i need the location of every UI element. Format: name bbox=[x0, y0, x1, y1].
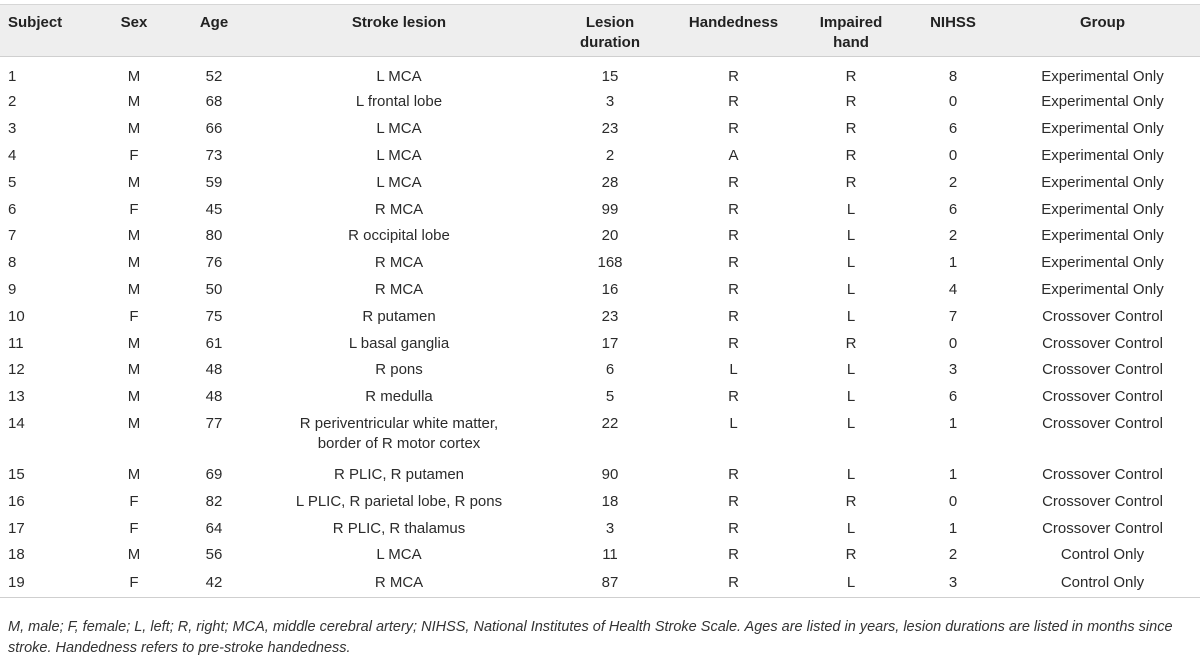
cell-handedness: R bbox=[728, 280, 739, 298]
cell-subject: 18 bbox=[8, 546, 25, 564]
cell-lesion-duration: 2 bbox=[605, 146, 615, 164]
cell-handedness: R bbox=[728, 307, 739, 325]
cell-sex: M bbox=[127, 388, 141, 406]
cell-sex: F bbox=[129, 200, 139, 218]
cell-stroke-lesion: L basal ganglia bbox=[348, 334, 450, 352]
cell-nihss: 4 bbox=[948, 280, 958, 298]
column-header-age: Age bbox=[184, 5, 244, 57]
table-row bbox=[0, 89, 1200, 116]
cell-stroke-lesion: R occipital lobe bbox=[348, 227, 450, 245]
cell-subject: 17 bbox=[8, 519, 25, 537]
cell-impaired-hand: L bbox=[801, 569, 901, 598]
cell-handedness: R bbox=[728, 120, 739, 138]
cell-age: 64 bbox=[205, 519, 223, 537]
cell-impaired-hand: L bbox=[846, 200, 856, 218]
cell-impaired-hand: L bbox=[846, 361, 856, 379]
cell-age: 42 bbox=[184, 569, 244, 598]
cell-nihss: 1 bbox=[948, 465, 958, 483]
cell-lesion-duration: 6 bbox=[605, 361, 615, 379]
cell-stroke-lesion: R MCA bbox=[244, 569, 554, 598]
cell-handedness: R bbox=[728, 93, 739, 111]
cell-impaired-hand: L bbox=[846, 519, 856, 537]
table-body bbox=[0, 57, 1200, 598]
cell-nihss: 2 bbox=[948, 227, 958, 245]
cell-nihss: 3 bbox=[948, 361, 958, 379]
cell-group: Experimental Only bbox=[1041, 173, 1164, 191]
cell-group: Experimental Only bbox=[1041, 254, 1164, 272]
cell-age: 59 bbox=[205, 173, 223, 191]
cell-subject: 16 bbox=[8, 492, 25, 510]
cell-subject: 13 bbox=[8, 388, 25, 406]
cell-nihss: 2 bbox=[948, 173, 958, 191]
cell-handedness: A bbox=[728, 146, 739, 164]
cell-group: Crossover Control bbox=[1042, 361, 1163, 379]
cell-stroke-lesion: R MCA bbox=[374, 254, 424, 272]
cell-subject: 7 bbox=[8, 227, 17, 245]
cell-sex: F bbox=[129, 307, 139, 325]
cell-impaired-hand: L bbox=[846, 307, 856, 325]
cell-nihss: 1 bbox=[948, 519, 958, 537]
cell-nihss: 8 bbox=[948, 68, 958, 85]
cell-nihss: 0 bbox=[948, 492, 958, 510]
column-header-subject: Subject bbox=[0, 5, 84, 57]
cell-impaired-hand: R bbox=[845, 334, 857, 352]
table-row bbox=[0, 57, 1200, 90]
cell-nihss: 2 bbox=[948, 546, 958, 564]
cell-age: 66 bbox=[205, 120, 223, 138]
column-header-sex: Sex bbox=[84, 5, 184, 57]
cell-stroke-lesion: L PLIC, R parietal lobe, R pons bbox=[295, 492, 503, 510]
cell-nihss: 1 bbox=[948, 414, 958, 432]
cell-impaired-hand: R bbox=[845, 146, 857, 164]
cell-impaired-hand: R bbox=[845, 68, 857, 85]
cell-age: 73 bbox=[205, 146, 223, 164]
cell-stroke-lesion: L MCA bbox=[376, 120, 422, 138]
cell-subject: 12 bbox=[8, 361, 25, 379]
table-row bbox=[0, 488, 1200, 515]
cell-lesion-duration: 5 bbox=[605, 388, 615, 406]
table-row bbox=[0, 542, 1200, 569]
cell-lesion-duration: 3 bbox=[605, 93, 615, 111]
table-footnote: M, male; F, female; L, left; R, right; MCA, middle cerebral artery; NIHSS, National Institutes of Health Stroke Scale. Ages are listed in years, lesion durations are listed in months since stroke. Handedness refers to pre-stroke handedness. bbox=[8, 619, 1173, 656]
cell-group: Crossover Control bbox=[1042, 465, 1163, 483]
cell-handedness: R bbox=[728, 465, 739, 483]
cell-group: Crossover Control bbox=[1042, 307, 1163, 325]
cell-subject: 6 bbox=[8, 200, 17, 218]
cell-group: Control Only bbox=[1005, 569, 1200, 598]
cell-stroke-lesion: L MCA bbox=[376, 146, 422, 164]
cell-stroke-lesion: R PLIC, R thalamus bbox=[332, 519, 466, 537]
column-header-nihss: NIHSS bbox=[901, 5, 1005, 57]
cell-stroke-lesion: R PLIC, R putamen bbox=[333, 465, 465, 483]
cell-subject: 15 bbox=[8, 465, 25, 483]
cell-stroke-lesion: R periventricular white matter, border of R motor cortex bbox=[299, 414, 499, 452]
cell-nihss: 1 bbox=[948, 254, 958, 272]
cell-lesion-duration: 22 bbox=[601, 414, 619, 432]
cell-sex: M bbox=[127, 120, 141, 138]
cell-group: Control Only bbox=[1060, 546, 1145, 564]
cell-sex: M bbox=[127, 227, 141, 245]
table-row bbox=[0, 277, 1200, 304]
cell-handedness: L bbox=[729, 361, 738, 379]
cell-lesion-duration: 3 bbox=[605, 519, 615, 537]
cell-group: Experimental Only bbox=[1041, 120, 1164, 138]
table-row bbox=[0, 143, 1200, 170]
cell-impaired-hand: L bbox=[846, 227, 856, 245]
table-row bbox=[0, 196, 1200, 223]
table-row bbox=[0, 223, 1200, 250]
cell-handedness: L bbox=[729, 414, 738, 432]
cell-impaired-hand: R bbox=[845, 492, 857, 510]
cell-group: Experimental Only bbox=[1041, 280, 1164, 298]
cell-handedness: R bbox=[728, 173, 739, 191]
cell-impaired-hand: L bbox=[846, 388, 856, 406]
cell-impaired-hand: L bbox=[846, 465, 856, 483]
cell-sex: M bbox=[127, 173, 141, 191]
column-header-lesion-duration: Lesion duration bbox=[554, 5, 666, 57]
column-header-stroke-lesion: Stroke lesion bbox=[244, 5, 554, 57]
cell-lesion-duration: 90 bbox=[601, 465, 619, 483]
table-row bbox=[0, 515, 1200, 542]
cell-lesion-duration: 18 bbox=[601, 492, 619, 510]
cell-handedness: R bbox=[728, 519, 739, 537]
table-row bbox=[0, 116, 1200, 143]
cell-nihss: 0 bbox=[948, 93, 958, 111]
column-header-impaired-hand: Impaired hand bbox=[801, 5, 901, 57]
cell-handedness: R bbox=[728, 546, 739, 564]
table-row bbox=[0, 462, 1200, 489]
cell-group: Experimental Only bbox=[1041, 93, 1164, 111]
cell-nihss: 6 bbox=[948, 200, 958, 218]
column-header-handedness: Handedness bbox=[666, 5, 801, 57]
cell-lesion-duration: 168 bbox=[597, 254, 623, 272]
cell-sex: M bbox=[127, 334, 141, 352]
cell-stroke-lesion: R pons bbox=[375, 361, 423, 379]
cell-subject: 1 bbox=[8, 68, 17, 85]
cell-lesion-duration: 20 bbox=[601, 227, 619, 245]
cell-handedness: R bbox=[728, 334, 739, 352]
cell-age: 48 bbox=[205, 361, 223, 379]
cell-stroke-lesion: R MCA bbox=[374, 200, 424, 218]
cell-age: 77 bbox=[205, 414, 223, 432]
cell-lesion-duration: 23 bbox=[601, 307, 619, 325]
cell-impaired-hand: L bbox=[846, 254, 856, 272]
cell-stroke-lesion: L MCA bbox=[376, 546, 422, 564]
cell-handedness: R bbox=[728, 492, 739, 510]
cell-subject: 11 bbox=[8, 334, 24, 352]
cell-nihss: 6 bbox=[948, 120, 958, 138]
cell-sex: M bbox=[127, 93, 141, 111]
cell-impaired-hand: L bbox=[846, 280, 856, 298]
cell-sex: M bbox=[127, 546, 141, 564]
table-row bbox=[0, 411, 1200, 462]
cell-subject: 4 bbox=[8, 146, 17, 164]
cell-group: Experimental Only bbox=[1041, 68, 1164, 85]
cell-lesion-duration: 23 bbox=[601, 120, 619, 138]
cell-lesion-duration: 87 bbox=[554, 569, 666, 598]
cell-group: Crossover Control bbox=[1042, 414, 1163, 432]
cell-lesion-duration: 28 bbox=[601, 173, 619, 191]
stroke-subjects-table bbox=[0, 4, 1200, 598]
cell-subject: 3 bbox=[8, 120, 17, 138]
table-header-row bbox=[0, 5, 1200, 57]
cell-group: Crossover Control bbox=[1042, 519, 1163, 537]
cell-stroke-lesion: R putamen bbox=[362, 307, 436, 325]
cell-lesion-duration: 15 bbox=[601, 68, 619, 85]
cell-stroke-lesion: L MCA bbox=[376, 68, 422, 85]
cell-subject: 5 bbox=[8, 173, 17, 191]
column-header-group: Group bbox=[1005, 5, 1200, 57]
cell-age: 61 bbox=[205, 334, 223, 352]
cell-nihss: 0 bbox=[948, 334, 958, 352]
cell-nihss: 3 bbox=[901, 569, 1005, 598]
cell-sex: M bbox=[127, 68, 141, 85]
cell-subject: 8 bbox=[8, 254, 17, 272]
cell-lesion-duration: 16 bbox=[601, 280, 619, 298]
cell-lesion-duration: 99 bbox=[601, 200, 619, 218]
table-row bbox=[0, 357, 1200, 384]
cell-age: 82 bbox=[205, 492, 223, 510]
cell-stroke-lesion: R MCA bbox=[374, 280, 424, 298]
cell-handedness: R bbox=[728, 227, 739, 245]
cell-subject: 10 bbox=[8, 307, 25, 325]
cell-age: 80 bbox=[205, 227, 223, 245]
cell-impaired-hand: R bbox=[845, 546, 857, 564]
cell-nihss: 7 bbox=[948, 307, 958, 325]
cell-age: 48 bbox=[205, 388, 223, 406]
cell-lesion-duration: 17 bbox=[601, 334, 619, 352]
cell-sex: F bbox=[84, 569, 184, 598]
cell-group: Experimental Only bbox=[1041, 227, 1164, 245]
cell-nihss: 6 bbox=[948, 388, 958, 406]
cell-sex: M bbox=[127, 361, 141, 379]
cell-subject: 19 bbox=[0, 569, 84, 598]
cell-handedness: R bbox=[666, 569, 801, 598]
table-row bbox=[0, 250, 1200, 277]
cell-impaired-hand: R bbox=[845, 173, 857, 191]
table-row bbox=[0, 303, 1200, 330]
cell-group: Crossover Control bbox=[1042, 334, 1163, 352]
cell-sex: M bbox=[127, 465, 141, 483]
cell-sex: F bbox=[129, 146, 139, 164]
cell-handedness: R bbox=[728, 200, 739, 218]
cell-sex: M bbox=[127, 254, 141, 272]
table-row bbox=[0, 384, 1200, 411]
cell-group: Crossover Control bbox=[1042, 388, 1163, 406]
cell-age: 69 bbox=[205, 465, 223, 483]
cell-sex: M bbox=[127, 280, 141, 298]
cell-age: 45 bbox=[205, 200, 223, 218]
cell-group: Experimental Only bbox=[1041, 146, 1164, 164]
cell-stroke-lesion: L MCA bbox=[376, 173, 422, 191]
cell-impaired-hand: L bbox=[846, 414, 856, 432]
cell-stroke-lesion: L frontal lobe bbox=[355, 93, 443, 111]
cell-age: 76 bbox=[205, 254, 223, 272]
cell-handedness: R bbox=[728, 68, 739, 85]
table-row bbox=[0, 169, 1200, 196]
cell-group: Experimental Only bbox=[1041, 200, 1164, 218]
table-row bbox=[0, 330, 1200, 357]
cell-age: 52 bbox=[205, 68, 223, 85]
cell-subject: 9 bbox=[8, 280, 17, 298]
cell-handedness: R bbox=[728, 388, 739, 406]
table-row bbox=[0, 569, 1200, 598]
cell-age: 56 bbox=[205, 546, 223, 564]
cell-impaired-hand: R bbox=[845, 120, 857, 138]
cell-age: 68 bbox=[205, 93, 223, 111]
cell-nihss: 0 bbox=[948, 146, 958, 164]
cell-age: 50 bbox=[205, 280, 223, 298]
cell-subject: 2 bbox=[8, 93, 17, 111]
cell-sex: F bbox=[129, 519, 139, 537]
cell-impaired-hand: R bbox=[845, 93, 857, 111]
cell-sex: F bbox=[129, 492, 139, 510]
cell-lesion-duration: 11 bbox=[602, 546, 618, 564]
cell-sex: M bbox=[127, 414, 141, 432]
cell-group: Crossover Control bbox=[1042, 492, 1163, 510]
cell-subject: 14 bbox=[8, 414, 25, 432]
cell-handedness: R bbox=[728, 254, 739, 272]
cell-stroke-lesion: R medulla bbox=[365, 388, 433, 406]
cell-age: 75 bbox=[205, 307, 223, 325]
